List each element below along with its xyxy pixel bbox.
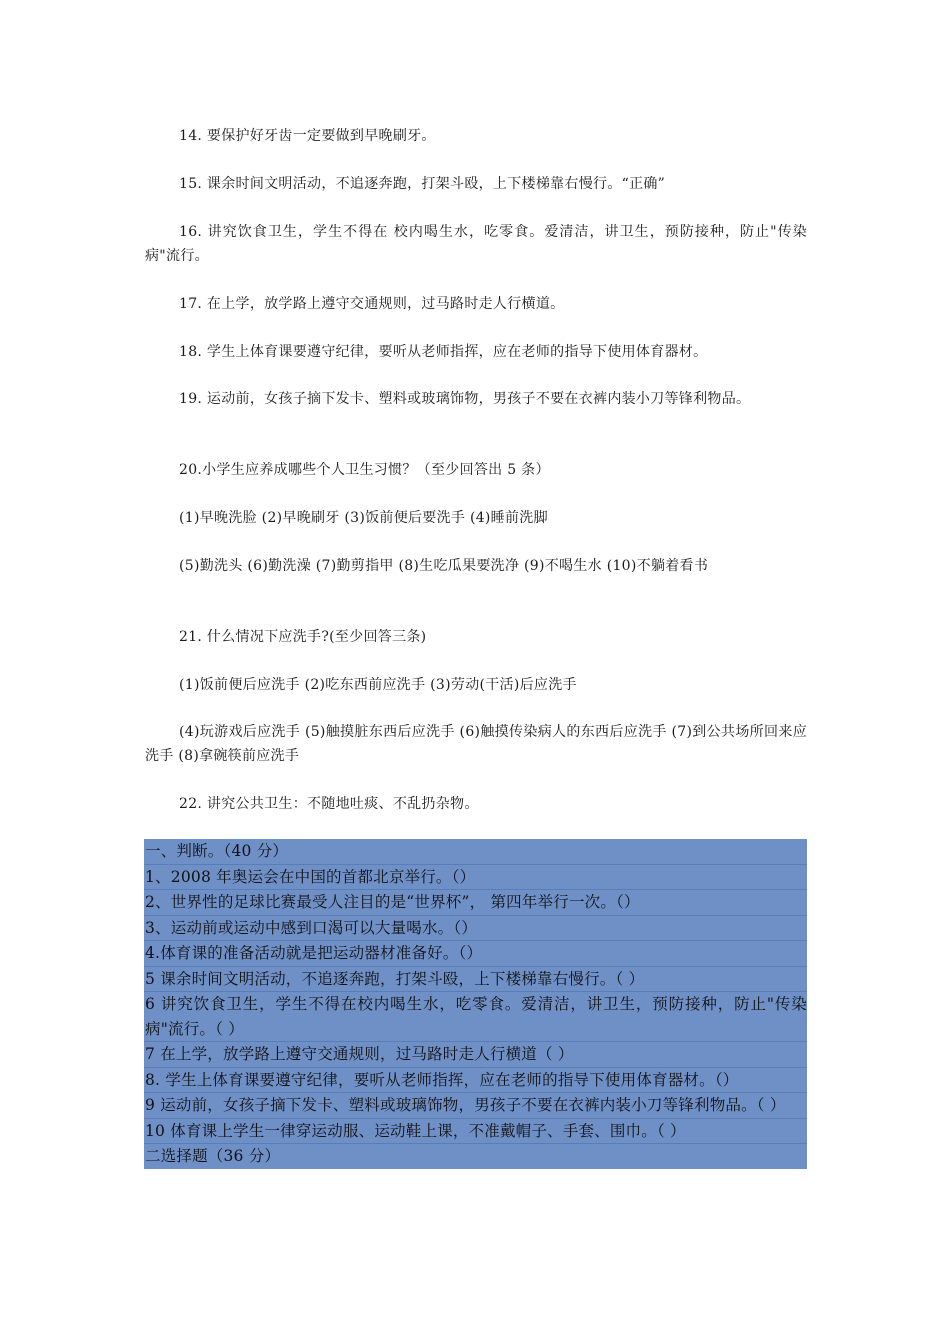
question-9: 9 运动前，女孩子摘下发卡、塑料或玻璃饰物，男孩子不要在衣裤内装小刀等锋利物品。（ ） bbox=[144, 1093, 807, 1119]
section-heading-choice: 二选择题（36 分） bbox=[145, 1147, 281, 1165]
item-20-answer-line-2: (5)勤洗头 (6)勤洗澡 (7)勤剪指甲 (8)生吃瓜果要洗净 (9)不喝生水 (10)不躺着看书 bbox=[179, 558, 709, 574]
item-18: 18. 学生上体育课要遵守纪律，要听从老师指挥，应在老师的指导下使用体育器材。 bbox=[179, 344, 708, 360]
item-16: 16. 讲究饮食卫生，学生不得在 校内喝生水，吃零食。爱清洁，讲卫生，预防接种，防止"传染病"流行。 bbox=[145, 224, 807, 264]
question-10: 10 体育课上学生一律穿运动服、运动鞋上课，不准戴帽子、手套、围巾。（ ） bbox=[144, 1119, 807, 1145]
item-21-answer-line-1: (1)饭前便后应洗手 (2)吃东西前应洗手 (3)劳动(干活)后应洗手 bbox=[179, 677, 577, 693]
item-22: 22. 讲究公共卫生：不随地吐痰、不乱扔杂物。 bbox=[179, 796, 479, 812]
question-7: 7 在上学，放学路上遵守交通规则，过马路时走人行横道（ ） bbox=[144, 1042, 807, 1068]
judgement-section bbox=[144, 839, 807, 1169]
item-15: 15. 课余时间文明活动，不追逐奔跑，打架斗殴，上下楼梯靠右慢行。“正确” bbox=[179, 176, 666, 192]
question-8: 8. 学生上体育课要遵守纪律，要听从老师指挥，应在老师的指导下使用体育器材。（） bbox=[144, 1068, 807, 1094]
item-20-question: 20.小学生应养成哪些个人卫生习惯？（至少回答出 5 条） bbox=[179, 462, 550, 478]
question-6: 6 讲究饮食卫生，学生不得在校内喝生水，吃零食。爱清洁，讲卫生，预防接种，防止"传染病"流行。（ ） bbox=[144, 992, 807, 1042]
question-4: 4.体育课的准备活动就是把运动器材准备好。（） bbox=[144, 941, 807, 967]
item-19: 19. 运动前，女孩子摘下发卡、塑料或玻璃饰物，男孩子不要在衣裤内装小刀等锋利物品。 bbox=[179, 391, 751, 407]
question-5: 5 课余时间文明活动，不追逐奔跑，打架斗殴，上下楼梯靠右慢行。（ ） bbox=[144, 967, 807, 993]
item-14: 14. 要保护好牙齿一定要做到早晚刷牙。 bbox=[179, 128, 436, 144]
item-17: 17. 在上学，放学路上遵守交通规则，过马路时走人行横道。 bbox=[179, 296, 565, 312]
question-2: 2、世界性的足球比赛最受人注目的是“世界杯”， 第四年举行一次。（） bbox=[144, 890, 807, 916]
item-21-answer-line-2: (4)玩游戏后应洗手 (5)触摸脏东西后应洗手 (6)触摸传染病人的东西后应洗手 (7)到公共场所回来应洗手 (8)拿碗筷前应洗手 bbox=[145, 724, 807, 764]
section-heading-judgement: 一、判断。（40 分） bbox=[144, 839, 807, 865]
question-1: 1、2008 年奥运会在中国的首都北京举行。（） bbox=[144, 865, 807, 891]
question-3: 3、运动前或运动中感到口渴可以大量喝水。（） bbox=[144, 916, 807, 942]
item-21-question: 21. 什么情况下应洗手?(至少回答三条) bbox=[179, 629, 427, 645]
item-20-answer-line-1: (1)早晚洗脸 (2)早晚刷牙 (3)饭前便后要洗手 (4)睡前洗脚 bbox=[179, 510, 548, 526]
